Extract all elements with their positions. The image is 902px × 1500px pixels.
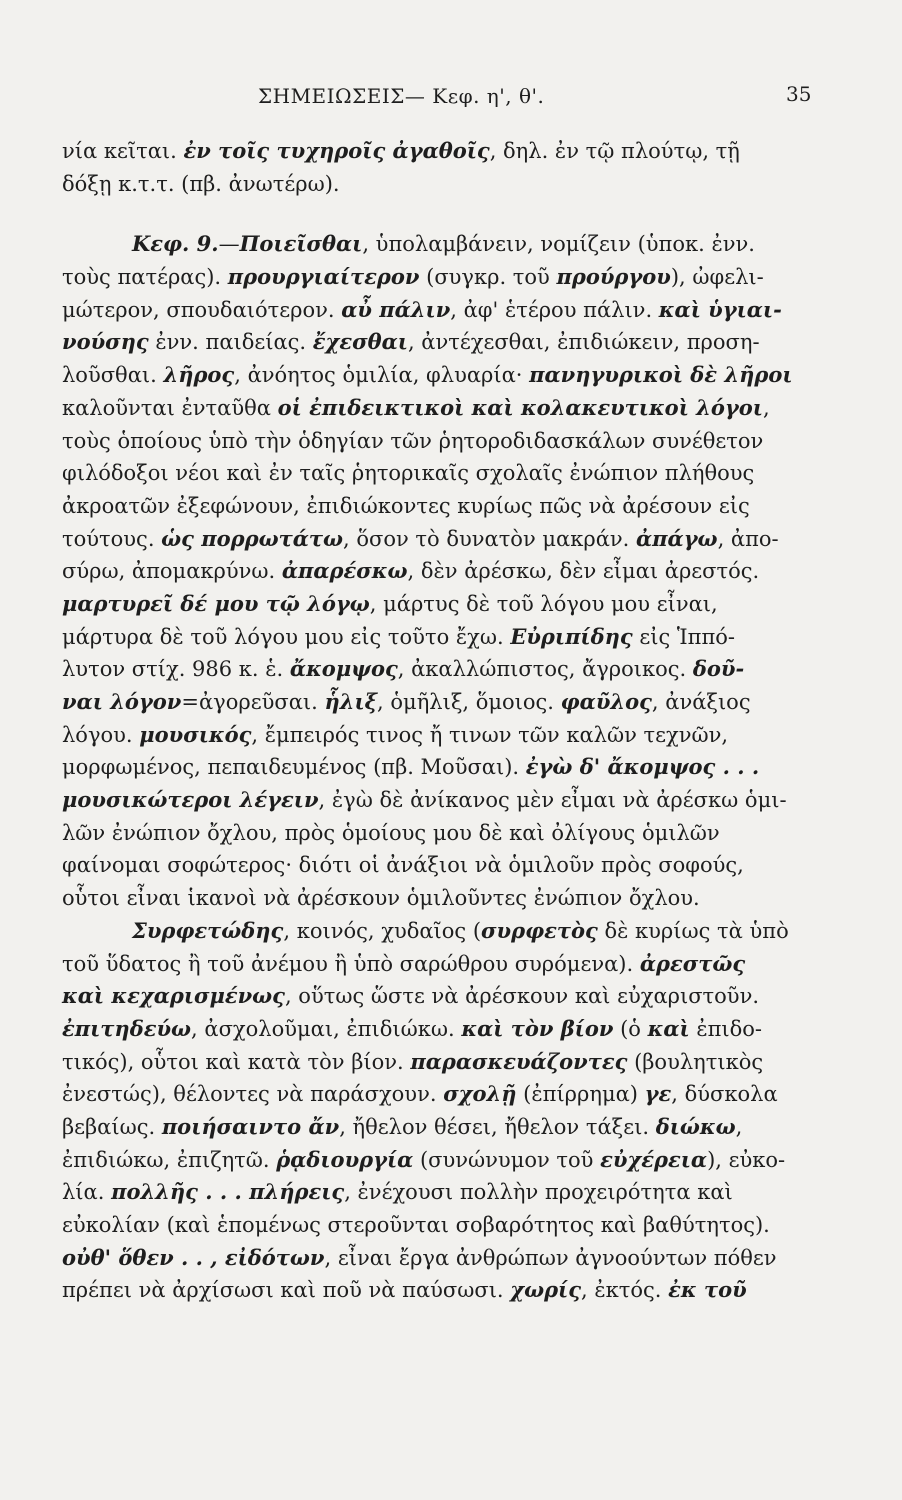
lemma-term: Ποιεῖσθαι xyxy=(239,231,363,257)
lemma-term: δοῦ- xyxy=(692,656,745,682)
gloss-text: , οὕτως ὥστε νὰ ἀρέσκουν καὶ εὐχαριστοῦν. xyxy=(284,984,760,1009)
lemma-term: Κεφ. 9. xyxy=(132,231,219,257)
gloss-text: καλοῦνται ἐνταῦθα xyxy=(62,395,278,420)
gloss-text: τοῦ ὕδατος ἢ τοῦ ἀνέμου ἢ ὑπὸ σαρώθρου συρόμενα). xyxy=(62,951,640,976)
lemma-term: ἔχεσθαι xyxy=(312,329,408,355)
gloss-text: , δὲν ἀρέσκω, δὲν εἶμαι ἀρεστός. xyxy=(407,559,760,584)
gloss-text: μορφωμένος, πεπαιδευμένος (πβ. Μοῦσαι). xyxy=(62,755,526,780)
lemma-term: ἀπαρέσκω xyxy=(281,558,408,584)
gloss-text: , ἀνάξιος xyxy=(651,690,751,714)
gloss-text: , ἀνόητος ὁμιλία, φλυαρία· xyxy=(234,363,530,388)
gloss-text: τοὺς πατέρας). xyxy=(62,265,228,290)
text-line xyxy=(62,457,822,490)
text-line xyxy=(62,817,822,850)
gloss-text: =ἀγορεῦσαι. xyxy=(181,690,325,714)
gloss-text: , ἀπο- xyxy=(717,526,779,551)
lemma-term: ἐν τοῖς τυχηροῖς ἀγαθοῖς xyxy=(183,138,490,163)
lemma-term: καὶ xyxy=(647,1015,690,1041)
gloss-text: τικός), οὗτοι καὶ κατὰ τὸν βίον. xyxy=(62,1049,411,1074)
gloss-text: βεβαίως. xyxy=(62,1114,162,1139)
lemma-term: Εὐριπίδης xyxy=(510,623,633,649)
lemma-term: συρφετὸς xyxy=(481,917,598,943)
text-line xyxy=(62,849,822,882)
gloss-text: δόξῃ κ.τ.τ. (πβ. ἀνωτέρω). xyxy=(62,171,340,196)
gloss-text: εὐκολίαν (καὶ ἑπομένως στεροῦνται σοβαρότητος καὶ βαθύτητος). xyxy=(62,1213,770,1237)
gloss-text: , εἶναι ἔργα ἀνθρώπων ἀγνοούντων πόθεν xyxy=(324,1245,777,1270)
lemma-term: καὶ τὸν βίον xyxy=(461,1015,614,1041)
text-line xyxy=(62,1176,822,1209)
lemma-term: καὶ κεχαρισμένως xyxy=(62,983,285,1009)
lemma-term: μαρτυρεῖ δέ μου τῷ λόγῳ xyxy=(62,590,370,616)
lemma-term: καὶ ὑγιαι- xyxy=(658,296,782,322)
gloss-text: σύρω, ἀπομακρύνω. xyxy=(62,559,282,584)
text-line xyxy=(62,425,822,458)
text-line xyxy=(62,168,822,201)
text-line xyxy=(62,228,822,261)
gloss-text: (βουλητικὸς xyxy=(627,1049,764,1074)
lemma-term: μουσικός xyxy=(139,721,252,747)
lemma-term: αὖ πάλιν xyxy=(341,296,451,322)
gloss-text: ἐνεστώς), θέλοντες νὰ παράσχουν. xyxy=(62,1082,444,1107)
text-line xyxy=(62,523,822,556)
lemma-term: πανηγυρικοὶ δὲ λῆροι xyxy=(529,362,793,388)
lemma-term: φαῦλος xyxy=(560,689,652,714)
gloss-text: , ἐκτός. xyxy=(581,1278,669,1303)
text-line xyxy=(62,915,822,948)
gloss-text: , xyxy=(735,1114,743,1139)
gloss-text: φιλόδοξοι νέοι καὶ ἐν ταῖς ῥητορικαῖς σχολαῖς ἐνώπιον πλήθους xyxy=(62,461,755,486)
gloss-text: εἰς Ἱππό- xyxy=(632,624,735,649)
gloss-text: νία κεῖται. xyxy=(62,139,184,163)
text-line xyxy=(62,1111,822,1144)
gloss-text: οὗτοι εἶναι ἱκανοὶ νὰ ἀρέσκουν ὁμιλοῦντες ἐνώπιον ὄχλου. xyxy=(62,886,700,911)
lemma-term: ἄκομψος xyxy=(289,656,398,682)
text-line xyxy=(62,261,822,294)
gloss-text: λοῦσθαι. xyxy=(62,363,164,388)
lemma-term: Συρφετώδης xyxy=(132,917,284,943)
gloss-text: λῶν ἐνώπιον ὄχλου, πρὸς ὁμοίους μου δὲ καὶ ὀλίγους ὁμιλῶν xyxy=(62,820,720,845)
gloss-text: , ἀκαλλώπιστος, ἄγροικος. xyxy=(397,657,693,682)
lemma-term: διώκω xyxy=(655,1113,736,1139)
text-line xyxy=(62,719,822,752)
text-line xyxy=(62,882,822,915)
gloss-text: ἐπιδιώκω, ἐπιζητῶ. xyxy=(62,1147,277,1172)
lemma-term: προυργιαίτερον xyxy=(227,264,420,290)
gloss-text: , δύσκολα xyxy=(671,1082,778,1107)
text-line xyxy=(62,1209,822,1242)
gloss-text: δὲ κυρίως τὰ ὑπὸ xyxy=(597,918,789,943)
gloss-text: λυτον στίχ. 986 κ. ἑ. xyxy=(62,657,290,682)
gloss-text: , ἀντέχεσθαι, ἐπιδιώκειν, προση- xyxy=(407,330,760,355)
gloss-text: , ἔμπειρός τινος ἤ τινων τῶν καλῶν τεχνῶν, xyxy=(251,722,729,747)
lemma-term: νούσης xyxy=(62,329,149,355)
lemma-term: ὡς πορρωτάτω xyxy=(161,525,343,551)
text-line xyxy=(62,359,822,392)
gloss-text: , κοινός, χυδαῖος ( xyxy=(283,918,482,943)
gloss-text: ), ὠφελι- xyxy=(670,265,764,290)
text-line xyxy=(62,588,822,621)
lemma-term: εὐχέρεια xyxy=(600,1146,708,1172)
gloss-text: (ἐπίρρημα) xyxy=(516,1082,645,1107)
text-line xyxy=(62,1078,822,1111)
gloss-text: τοὺς ὁποίους ὑπὸ τὴν ὁδηγίαν τῶν ῥητοροδιδασκάλων συνέθετον xyxy=(62,428,764,453)
lemma-term: ἐγὼ δ' ἄκομψος . . . xyxy=(525,754,760,780)
gloss-text: , δηλ. ἐν τῷ πλούτῳ, τῇ xyxy=(489,139,740,163)
lemma-term: ναι λόγον xyxy=(62,689,182,714)
lemma-term: μουσικώτεροι λέγειν xyxy=(62,787,319,813)
text-line xyxy=(62,490,822,523)
gloss-text: , ἀσχολοῦμαι, ἐπιδιώκω. xyxy=(191,1016,462,1041)
gloss-text: ), εὐκο- xyxy=(707,1147,786,1172)
gloss-text: ἐπιδο- xyxy=(689,1016,763,1041)
gloss-text: πρέπει νὰ ἀρχίσωσι καὶ ποῦ νὰ παύσωσι. xyxy=(62,1278,511,1303)
gloss-text: (συγκρ. τοῦ xyxy=(419,265,557,290)
text-line xyxy=(62,751,822,784)
lemma-term: ἐκ τοῦ xyxy=(668,1277,747,1303)
text-line xyxy=(62,326,822,359)
lemma-term: οὐθ' ὅθεν . . , εἰδότων xyxy=(62,1244,325,1270)
text-line xyxy=(62,653,822,686)
text-line xyxy=(62,1274,822,1307)
gloss-text: μάρτυρα δὲ τοῦ λόγου μου εἰς τοῦτο ἔχω. xyxy=(62,624,511,649)
gloss-text: , ἐγὼ δὲ ἀνίκανος μὲν εἶμαι νὰ ἀρέσκω ὁμι- xyxy=(318,788,787,813)
text-line xyxy=(62,621,822,654)
lemma-term: ῥᾳδιουργία xyxy=(276,1146,414,1172)
text-line xyxy=(62,294,822,327)
gloss-text: λία. xyxy=(62,1180,112,1205)
lemma-term: παρασκευάζοντες xyxy=(410,1048,628,1074)
text-line xyxy=(62,1242,822,1275)
gloss-text: (συνώνυμον τοῦ xyxy=(413,1147,601,1172)
text-line xyxy=(62,1013,822,1046)
lemma-term: λῆρος xyxy=(163,362,235,388)
page-header xyxy=(0,74,902,114)
commentary-text xyxy=(62,135,822,1307)
text-line xyxy=(62,686,822,719)
gloss-text: ἀκροατῶν ἐξεφώνουν, ἐπιδιώκοντες κυρίως πῶς νὰ ἀρέσουν εἰς xyxy=(62,493,750,518)
lemma-term: χωρίς xyxy=(510,1277,582,1303)
text-line xyxy=(62,980,822,1013)
text-line xyxy=(62,784,822,817)
gloss-text: , ἤθελον θέσει, ἤθελον τάξει. xyxy=(339,1114,656,1139)
gloss-text: — xyxy=(218,232,240,257)
lemma-term: προύργου xyxy=(556,264,671,290)
text-line xyxy=(62,555,822,588)
text-line xyxy=(62,135,822,168)
gloss-text: , ἀφ' ἑτέρου πάλιν. xyxy=(450,297,659,322)
gloss-text: (ὁ xyxy=(613,1016,648,1041)
text-line xyxy=(62,392,822,425)
lemma-term: ἧλιξ xyxy=(324,689,378,714)
gloss-text: τούτους. xyxy=(62,526,162,551)
gloss-text: φαίνομαι σοφώτερος· διότι οἱ ἀνάξιοι νὰ ὁμιλοῦν πρὸς σοφούς, xyxy=(62,853,744,878)
lemma-term: ἀπάγω xyxy=(636,525,718,551)
gloss-text: , ὑπολαμβάνειν, νομίζειν (ὑποκ. ἐνν. xyxy=(362,232,755,257)
gloss-text: ἐνν. παιδείας. xyxy=(148,330,313,355)
gloss-text: , ὁμῆλιξ, ὅμοιος. xyxy=(377,690,561,714)
running-title: ΣΗΜΕΙΩΣΕΙΣ— Κεφ. η', θ'. xyxy=(258,84,545,108)
lemma-term: γε xyxy=(644,1081,672,1107)
lemma-term: οἱ ἐπιδεικτικοὶ καὶ κολακευτικοὶ λόγοι xyxy=(277,394,763,420)
gloss-text: , μάρτυς δὲ τοῦ λόγου μου εἶναι, xyxy=(369,591,718,616)
lemma-term: ἀρεστῶς xyxy=(639,950,746,976)
text-line xyxy=(62,948,822,981)
text-line xyxy=(62,1144,822,1177)
gloss-text: , xyxy=(762,395,770,420)
lemma-term: ἐπιτηδεύω xyxy=(62,1015,192,1041)
gloss-text: , ὅσον τὸ δυνατὸν μακράν. xyxy=(342,526,636,551)
gloss-text: μώτερον, σπουδαιότερον. xyxy=(62,297,342,322)
lemma-term: σχολῇ xyxy=(443,1081,517,1107)
gloss-text: λόγου. xyxy=(62,722,140,747)
page-number: 35 xyxy=(786,82,812,106)
lemma-term: πολλῆς . . . πλήρεις xyxy=(111,1179,345,1205)
text-line xyxy=(62,1046,822,1079)
lemma-term: ποιήσαιντο ἄν xyxy=(161,1113,340,1139)
gloss-text: , ἐνέχουσι πολλὴν προχειρότητα καὶ xyxy=(344,1180,733,1205)
